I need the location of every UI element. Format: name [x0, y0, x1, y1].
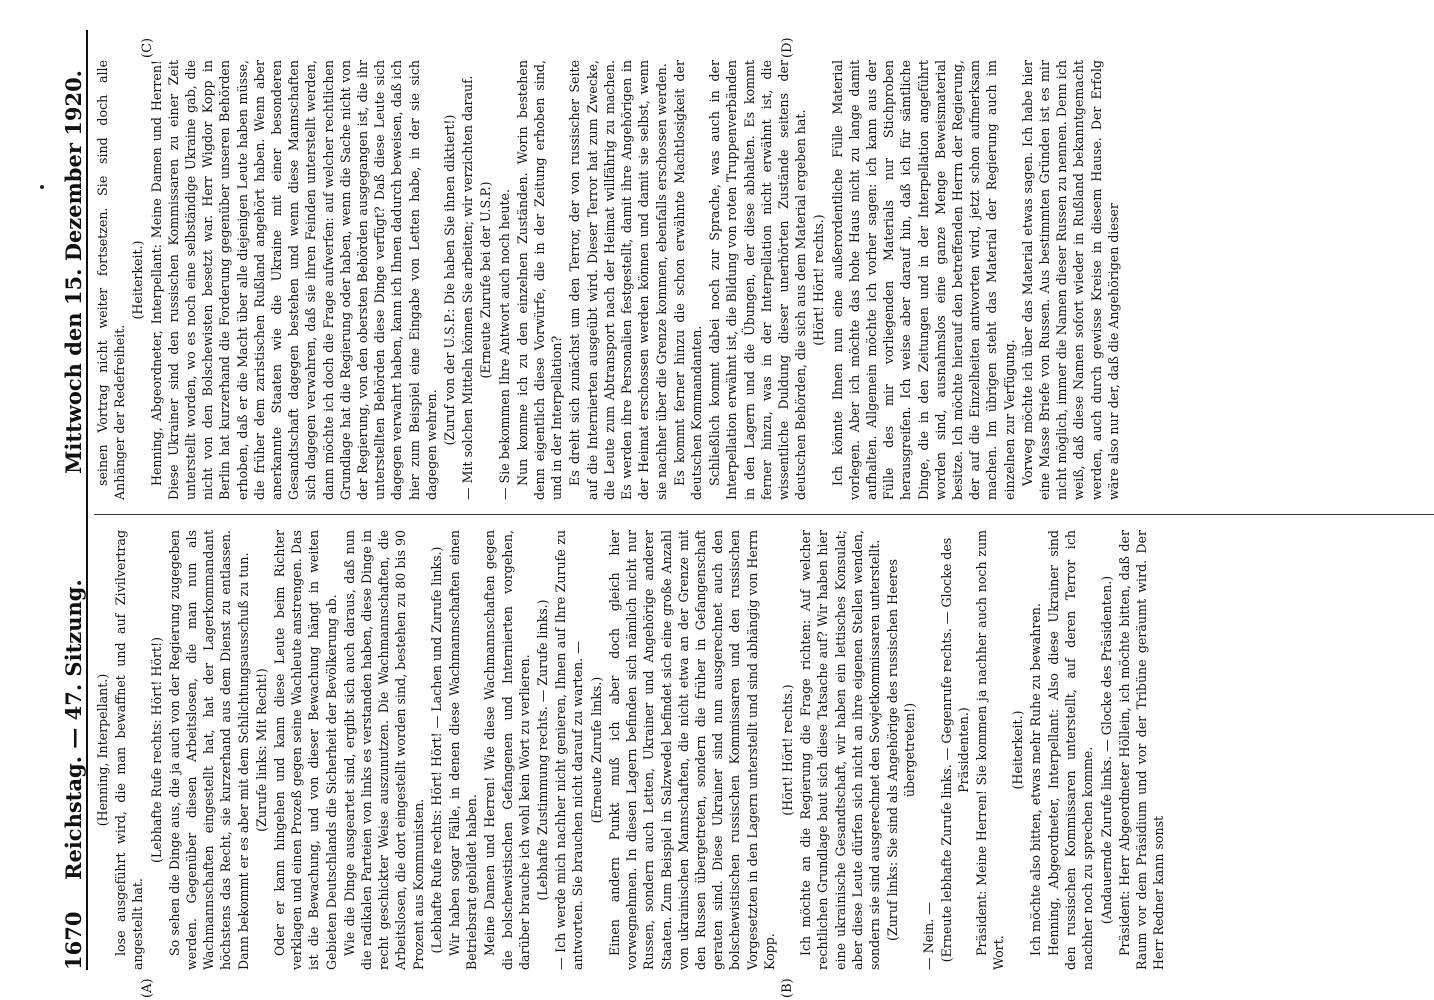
paragraph: Wie die Dinge ausgeartet sind, ergibt sich auch daraus, daß nun die radikalen Parteien von links es verstanden haben, diese Dinge in recht geschickter Weise auszunutzen. Die Wachmannschaften, die Arbeitslosen, die dort eingestellt worden sind, bestehen zu 80 bis 90 Prozent aus Kommunisten. — [341, 530, 426, 970]
paragraph: lose ausgeführt wird, die man bewaffnet und auf Zivilvertrag angestellt hat. — [113, 530, 146, 970]
scan-speck — [40, 185, 44, 189]
paragraph: — Ich werde mich nachher nicht genieren, Ihnen auf Ihre Zurufe zu antworten. Sie brauchen nicht darauf zu warten. — — [553, 530, 586, 970]
digitization-credit — [1410, 10, 1430, 990]
paragraph: Präsident: Herr Abgeordneter Höllein, ich möchte bitten, daß der Raum vor dem Präsidium und vor der Tribüne geräumt wird. Der Herr Redner kann sonst — [1116, 530, 1167, 970]
paragraph: (Erneute lebhafte Zurufe links. — Gegenrufe rechts. — Glocke des Präsidenten.) — [938, 537, 971, 963]
paragraph: Präsident: Meine Herren! Sie kommen ja nachher auch noch zum Wort. — [974, 530, 1007, 970]
paragraph: Wir haben sogar Fälle, in denen diese Wachmannschaften einen Betriebsrat gebildet haben. — [447, 530, 480, 970]
paragraph: (Lebhafte Rufe rechts: Hört! Hört! — Lachen und Zurufe links.) — [428, 546, 444, 954]
paragraph: (Erneute Zurufe links.) — [588, 676, 604, 824]
paragraph: Es dreht sich zunächst um den Terror, der von russischer Seite auf die Internierten ausgeübt wird. Dieser Terror hat zum Zwecke, die Leute zum Abtransport nach der Heimat willfährig zu machen. Es werden ihre Personalien festgestellt, damit ihre Angehörigen in der Heimat erschossen werden können und damit sie selbst, wenn sie nachher über die Grenze kommen, ebenfalls erschossen werden. — [567, 60, 669, 500]
paragraph: (Lebhafte Zustimmung rechts. — Zurufe links.) — [535, 599, 551, 901]
header-right-date: Mittwoch den 15. Dezember 1920. — [61, 70, 86, 474]
margin-marker-d: (D) — [780, 37, 795, 58]
text-column-right — [94, 60, 1123, 500]
margin-marker-c: (C) — [140, 37, 155, 58]
column-divider — [94, 514, 1434, 515]
paragraph: (Heiterkeit.) — [1009, 710, 1025, 790]
paragraph: Henning, Abgeordneter, Interpellant: Meine Damen und Herren! Diese Ukrainer sind den russischen Kommissaren zu einer Zeit unterstellt worden, wo es noch eine selbständige Ukraine gab, die nicht von den Bolschewisten besetzt war. Herr Wigdor Kopp in Berlin hat kurzerhand die Forderung gegenüber unseren Behörden erhoben, daß er die Macht über alle diejenigen Leute haben müsse, die früher dem zaristischen Rußland angehört haben. Wenn aber anerkannte Staaten wie die Ukraine mit einer besonderen Gesandtschaft dagegen bestehen und wenn diese Mannschaften sich dagegen verwahren, daß sie ihren Feinden unterstellt werden, dann möchte ich doch die Frage aufwerfen: auf welcher rechtlichen Grundlage hat die Regierung oder haben, wenn die Sache nicht von der Regierung, von den obersten Behörden ausgegangen ist, die ihr unterstellten Behörden diese Dinge verfügt? Daß diese Leute sich dagegen verwahrt haben, kann ich Ihnen dadurch beweisen, daß ich hier zum Beispiel eine Eingabe von Letten habe, in der sie sich dagegen wehren. — [148, 60, 439, 500]
paragraph: Nun komme ich zu den einzelnen Zuständen. Worin bestehen denn eigentlich diese Vorwürfe, die in der Zeitung erhoben sind, und in der Interpellation? — [514, 60, 565, 500]
paragraph: Ich möchte an die Regierung die Frage richten: Auf welcher rechtlichen Grundlage baut sich diese Tatsache auf? Wir haben hier eine ukrainische Gesandtschaft, wir haben ein lettisches Konsulat; aber diese Leute dürfen sich nicht an ihre eigenen Stellen wenden, sondern sie sind ausgerechnet den Sowjetkommissaren unterstellt. — [798, 530, 882, 970]
paragraph: Henning, Abgeordneter, Interpellant: Also diese Ukrainer sind den russischen Kommissaren unterstellt, auf deren Terror ich nachher noch zu sprechen komme. — [1045, 530, 1096, 970]
paragraph: (Zurufe links: Mit Recht!) — [253, 668, 269, 832]
header-left-title: Reichstag. — 47. Sitzung. — [61, 579, 86, 880]
paragraph: (Andauernde Zurufe links. — Glocke des Präsidenten.) — [1098, 575, 1114, 925]
paragraph: (Erneute Zurufe bei der U.S.P.) — [478, 181, 494, 379]
rotated-scanned-page — [50, 30, 1434, 998]
paragraph: Meine Damen und Herren! Wie diese Wachmannschaften gegen die bolschewistischen Gefangenen und Internierten vorgehen, darüber brauche ich wohl kein Wort zu verlieren. — [482, 530, 532, 970]
paragraph: Ich könnte Ihnen nun eine außerordentliche Fülle Material vorlegen. Aber ich möchte das hohe Haus nicht zu lange damit aufhalten. Allgemein möchte ich vorher sagen: ich kann aus der Fülle des mir vorliegenden Materials nur Stichproben herausgreifen. Ich weise aber darauf hin, daß ich für sämtliche Dinge, die in den Zeitungen und in der Interpellation angeführt worden sind, ausnahmslos eine ganze Menge Beweismaterial besitze. Ich möchte hierauf den betreffenden Herrn der Regierung, der auf die Einzelheiten antworten wird, jetzt schon aufmerksam machen. Im übrigen steht das Material der Regierung auch im einzelnen zur Verfügung. — [829, 60, 1017, 500]
paragraph: (Zuruf links: Sie sind als Angehörige des russischen Heeres übergetreten!) — [885, 559, 918, 941]
paragraph: So sehen die Dinge aus, die ja auch von der Regierung zugegeben werden. Gegenüber diesen Arbeitslosen, die man nun als Wachmannschaften eingestellt hat, hat der Lagerkommandant höchstens das Recht, sie kurzerhand aus dem Dienst zu entlassen. Dann bekommt er es aber mit dem Schlichtungsausschuß zu tun. — [166, 530, 251, 970]
paragraph: Schließlich kommt dabei noch zur Sprache, was auch in der Interpellation erwähnt ist, die Bildung von roten Truppenverbänden in den Lagern und die Übungen, der diese abhalten. Es kommt ferner hinzu, was in der Interpellation nicht erwähnt ist, die wissentliche Duldung dieser unerhörten Zustände seitens der deutschen Behörden, die sich aus dem Material ergeben hat. — [707, 60, 809, 500]
text-column-left — [94, 530, 1168, 970]
page-header — [50, 30, 88, 970]
paragraph: (Heiterkeit.) — [130, 240, 146, 320]
paragraph: (Lebhafte Rufe rechts: Hört! Hört!) — [148, 636, 164, 864]
margin-marker-b: (B) — [780, 978, 795, 998]
paragraph: Ich möchte also bitten, etwas mehr Ruhe zu bewahren. — [1027, 603, 1043, 956]
paragraph: — Nein. — — [920, 902, 936, 970]
paragraph: (Zuruf von der U.S.P.: Die haben Sie ihnen diktiert!) — [442, 114, 458, 446]
paragraph: Einen andern Punkt muß ich aber doch gleich hier vorwegnehmen. In diesen Lagern befinden sich nämlich nicht nur Russen, sondern auch Letten, Ukrainer und Angehörige anderer Staaten. Zum Beispiel in Salzwedel befindet sich eine große Anzahl von ukrainischen Mannschaften, die nicht etwa an der Grenze mit den Russen übergetreten, sondern die früher in Gefangenschaft geraten sind. Diese Ukrainer sind nun ausgerechnet auch den bolschewistischen russischen Kommissaren und den russischen Vorgesetzten in den Lagern unterstellt und sind abhängig von Herrn Kopp. — [606, 530, 777, 970]
paragraph: seinen Vortrag nicht weiter fortsetzen. Sie sind doch alle Anhänger der Redefreiheit. — [95, 60, 128, 500]
paragraph: — Sie bekommen Ihre Antwort auch noch heute. — [496, 188, 512, 500]
paragraph: Oder er kann hingehen und kann diese Leute beim Richter verklagen und einen Prozeß gegen seine Wachleute anstrengen. Das ist die Bewachung, und von dieser Bewachung hängt in weiten Gebieten Deutschlands die Sicherheit der Bevölkerung ab. — [272, 530, 339, 970]
margin-marker-a: (A) — [140, 978, 155, 998]
paragraph: Vorweg möchte ich über das Material etwas sagen. Ich habe hier eine Masse Briefe von Russen. Aus bestimmten Gründen ist es mir nicht möglich, immer die Namen dieser Russen zu nennen. Denn ich weiß, daß diese Namen sofort wieder in Rußland bekanntgemacht werden, auch durch gewisse Kreise in diesem Hause. Der Erfolg wäre also nur der, daß die Angehörigen dieser — [1019, 60, 1121, 500]
paragraph: — Mit solchen Mitteln können Sie arbeiten; wir verzichten darauf. — [460, 75, 476, 500]
paragraph: (Hört! Hört! rechts.) — [811, 214, 827, 346]
paragraph: Es kommt ferner hinzu die schon erwähnte Machtlosigkeit der deutschen Kommandanten. — [671, 60, 704, 500]
page-number: 1670 — [61, 911, 86, 970]
paragraph: (Henning, Interpellant.) — [95, 673, 110, 827]
paragraph: (Hört! Hört! rechts.) — [779, 684, 795, 816]
